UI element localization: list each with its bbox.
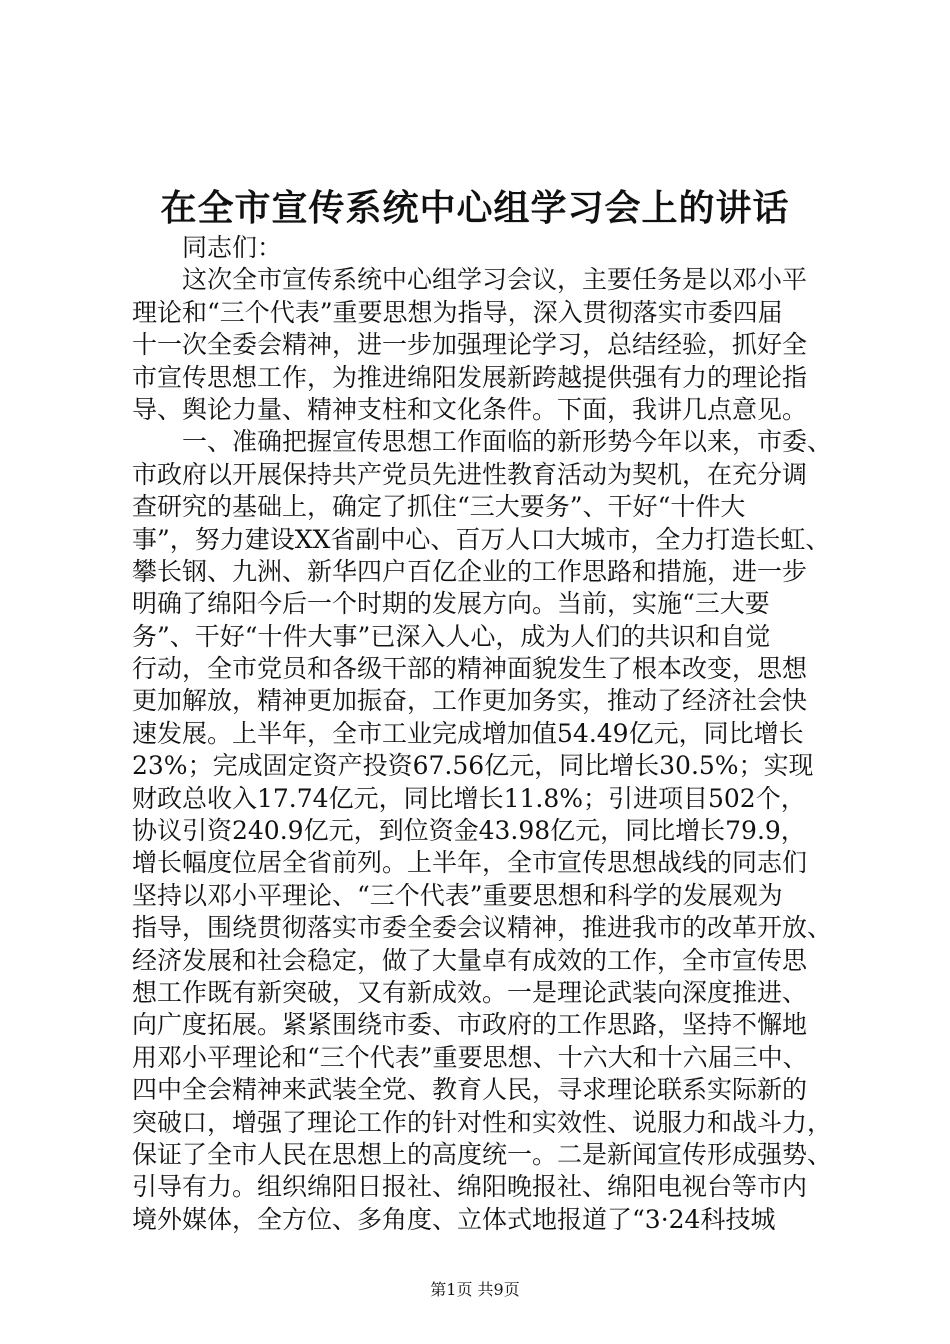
document-body: [132, 232, 832, 1236]
body-line: 向广度拓展。紧紧围绕市委、市政府的工作思路，坚持不懈地: [132, 1010, 808, 1040]
body-line: 突破口，增强了理论工作的针对性和实效性、说服力和战斗力，: [132, 1107, 832, 1137]
body-line: 增长幅度位居全省前列。上半年，全市宣传思想战线的同志们: [132, 848, 808, 878]
body-line: 境外媒体，全方位、多角度、立体式地报道了“3·24科技城: [132, 1204, 776, 1234]
body-line: 用邓小平理论和“三个代表”重要思想、十六大和十六届三中、: [132, 1042, 808, 1072]
body-line: 23%；完成固定资产投资67.56亿元，同比增长30.5%；实现: [132, 751, 814, 781]
body-line: 市宣传思想工作，为推进绵阳发展新跨越提供强有力的理论指: [132, 362, 808, 392]
body-line: 引导有力。组织绵阳日报社、绵阳晚报社、绵阳电视台等市内: [132, 1172, 808, 1202]
body-line: 保证了全市人民在思想上的高度统一。二是新闻宣传形成强势、: [132, 1139, 832, 1169]
body-line: 一、准确把握宣传思想工作面临的新形势今年以来，市委、: [132, 427, 832, 457]
body-line: 事”，努力建设XX省副中心、百万人口大城市，全力打造长虹、: [132, 524, 831, 554]
body-line: 指导，围绕贯彻落实市委全委会议精神，推进我市的改革开放、: [132, 913, 832, 943]
body-line: 攀长钢、九洲、新华四户百亿企业的工作思路和措施，进一步: [132, 556, 808, 586]
body-line: 导、舆论力量、精神支柱和文化条件。下面，我讲几点意见。: [132, 394, 808, 424]
page-footer: 第1页 共9页: [430, 1280, 520, 1299]
body-line: 市政府以开展保持共产党员先进性教育活动为契机，在充分调: [132, 459, 808, 489]
body-line: 这次全市宣传系统中心组学习会议，主要任务是以邓小平: [132, 265, 808, 295]
body-line: 更加解放，精神更加振奋，工作更加务实，推动了经济社会快: [132, 686, 808, 716]
body-line: 同志们：: [132, 233, 283, 262]
body-line: 明确了绵阳今后一个时期的发展方向。当前，实施“三大要: [132, 589, 770, 619]
body-line: 坚持以邓小平理论、“三个代表”重要思想和科学的发展观为: [132, 880, 783, 910]
body-line: 想工作既有新突破，又有新成效。一是理论武装向深度推进、: [132, 977, 808, 1007]
body-line: 查研究的基础上，确定了抓住“三大要务”、干好“十件大: [132, 492, 746, 522]
body-line: 四中全会精神来武装全党、教育人民，寻求理论联系实际新的: [132, 1075, 808, 1105]
body-line: 速发展。上半年，全市工业完成增加值54.49亿元，同比增长: [132, 718, 804, 748]
body-line: 协议引资240.9亿元，到位资金43.98亿元，同比增长79.9，: [132, 816, 806, 846]
body-line: 务”、干好“十件大事”已深入人心，成为人们的共识和自觉: [132, 621, 771, 651]
document-title: 在全市宣传系统中心组学习会上的讲话: [160, 187, 790, 229]
body-line: 理论和“三个代表”重要思想为指导，深入贯彻落实市委四届: [132, 297, 783, 327]
body-line: 经济发展和社会稳定，做了大量卓有成效的工作，全市宣传思: [132, 945, 808, 975]
body-line: 十一次全委会精神，进一步加强理论学习，总结经验，抓好全: [132, 330, 808, 360]
body-line: 财政总收入17.74亿元，同比增长11.8%；引进项目502个，: [132, 783, 806, 813]
body-line: 行动，全市党员和各级干部的精神面貌发生了根本改变，思想: [132, 654, 808, 684]
